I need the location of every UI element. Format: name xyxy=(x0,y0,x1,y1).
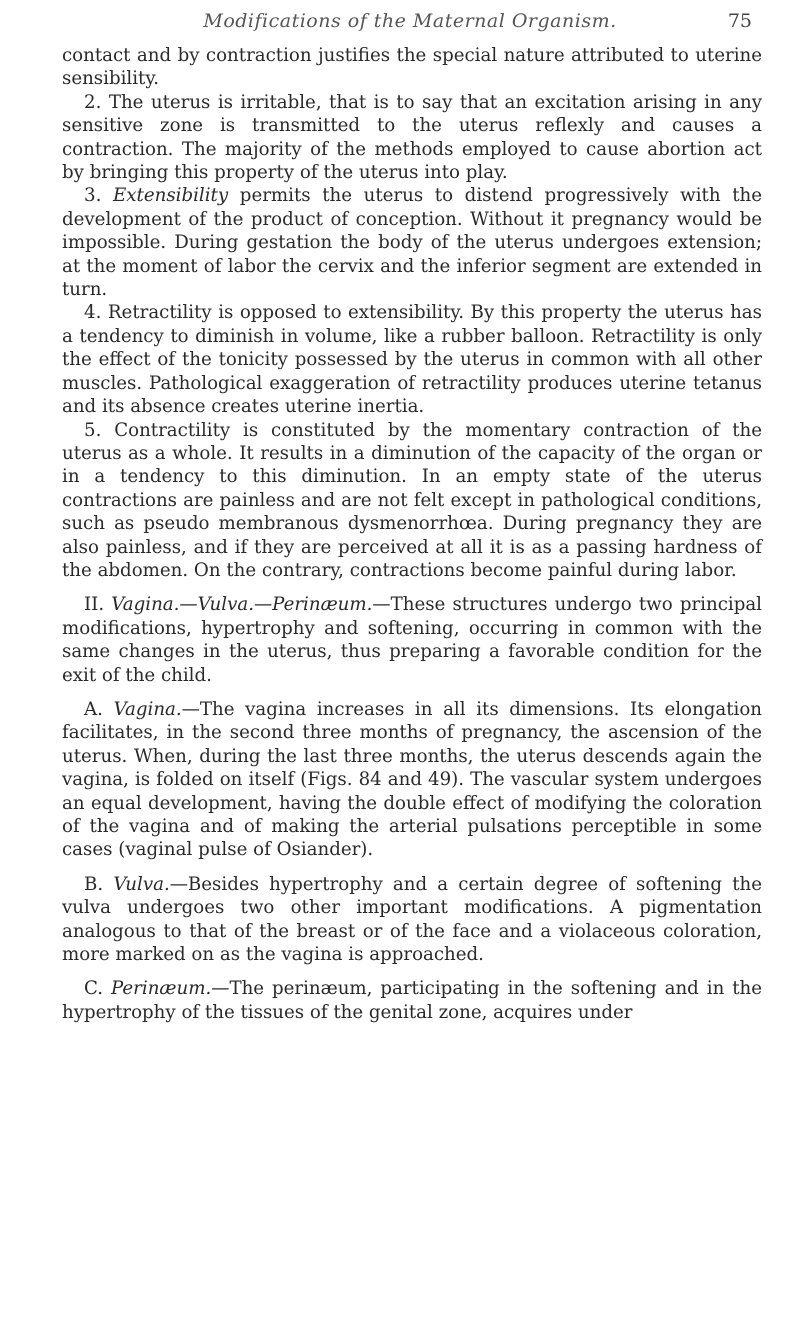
item-number: 5. xyxy=(84,419,102,441)
paragraph-irritability xyxy=(62,91,762,185)
subsection-letter: A. xyxy=(84,698,103,720)
paragraph-extensibility xyxy=(62,184,762,301)
paragraph-contractility xyxy=(62,419,762,583)
subsection-text: —The perinæum, participating in the softening and in the hypertrophy of the tissues of the genital zone, acquires under xyxy=(62,978,762,1023)
section-heading: Vagina.—Vulva.—Perinæum. xyxy=(111,594,373,616)
item-number: 3. xyxy=(84,185,102,207)
subsection-heading: Vulva. xyxy=(113,873,170,895)
subsection-letter: B. xyxy=(84,873,104,895)
page-number: 75 xyxy=(727,10,752,32)
paragraph-continuation xyxy=(62,44,762,91)
subsection-letter: C. xyxy=(84,978,104,1000)
subsection-vulva xyxy=(62,873,762,967)
subsection-text: —Besides hypertrophy and a certain degree of softening the vulva undergoes two other important modifications. A pigmentation analogous to that of the breast or of the face and a violaceous coloration, more marked on as the vagina is approached. xyxy=(62,873,762,966)
subsection-heading: Vagina. xyxy=(113,698,182,720)
running-title: Modifications of the Maternal Organism. xyxy=(203,10,617,32)
item-text: The uterus is irritable, that is to say that an excitation arising in any sensitive zone is transmitted to the uterus reflexly and causes a contraction. The majority of the methods employed to cause abortion act by bringing this property of the uterus into play. xyxy=(62,91,762,184)
item-text: Retractility is opposed to extensibility. By this property the uterus has a tendency to diminish in volume, like a rubber balloon. Retractility is only the effect of the tonicity possessed by the uterus in common with all other muscles. Pathological exaggeration of retractility produces uterine tetanus and its absence creates uterine inertia. xyxy=(62,302,762,418)
running-head xyxy=(62,10,762,38)
item-number: 4. xyxy=(84,302,102,324)
item-term: Extensibility xyxy=(113,185,229,207)
subsection-perinaeum xyxy=(62,977,762,1024)
body-text xyxy=(62,44,762,1024)
paragraph-retractility xyxy=(62,301,762,418)
item-text: Contractility is constituted by the momentary contraction of the uterus as a whole. It results in a diminution of the capacity of the organ or in a tendency to this diminution. In an empty state of the uterus contractions are painless and are not felt except in pathological conditions, such as pseudo membranous dysmenorrhœa. During pregnancy they are also painless, and if they are perceived at all it is as a passing hardness of the abdomen. On the contrary, contractions become painful during labor. xyxy=(62,419,762,581)
section-number: II. xyxy=(84,594,105,616)
continuation-text: contact and by contraction justifies the special nature attributed to uterine sensibility. xyxy=(62,45,762,90)
section-vagina-vulva-perinaeum xyxy=(62,593,762,687)
subsection-text: —The vagina increases in all its dimensions. Its elongation facilitates, in the second three months of pregnancy, the ascension of the uterus. When, during the last three months, the uterus descends again the vagina, is folded on itself (Figs. 84 and 49). The vascular system undergoes an equal development, having the double effect of modifying the coloration of the vagina and of making the arterial pulsations perceptible in some cases (vaginal pulse of Osiander). xyxy=(62,698,762,861)
item-text: permits the uterus to distend progressively with the development of the product of conception. Without it pregnancy would be impossible. During gestation the body of the uterus undergoes extension; at the moment of labor the cervix and the inferior segment are extended in turn. xyxy=(62,185,762,301)
section-text: —These structures undergo two principal modifications, hypertrophy and softening, occurring in common with the same changes in the uterus, thus preparing a favorable condition for the exit of the child. xyxy=(62,594,762,686)
item-number: 2. xyxy=(84,91,102,113)
subsection-vagina xyxy=(62,698,762,862)
subsection-heading: Perinæum. xyxy=(111,978,212,1000)
